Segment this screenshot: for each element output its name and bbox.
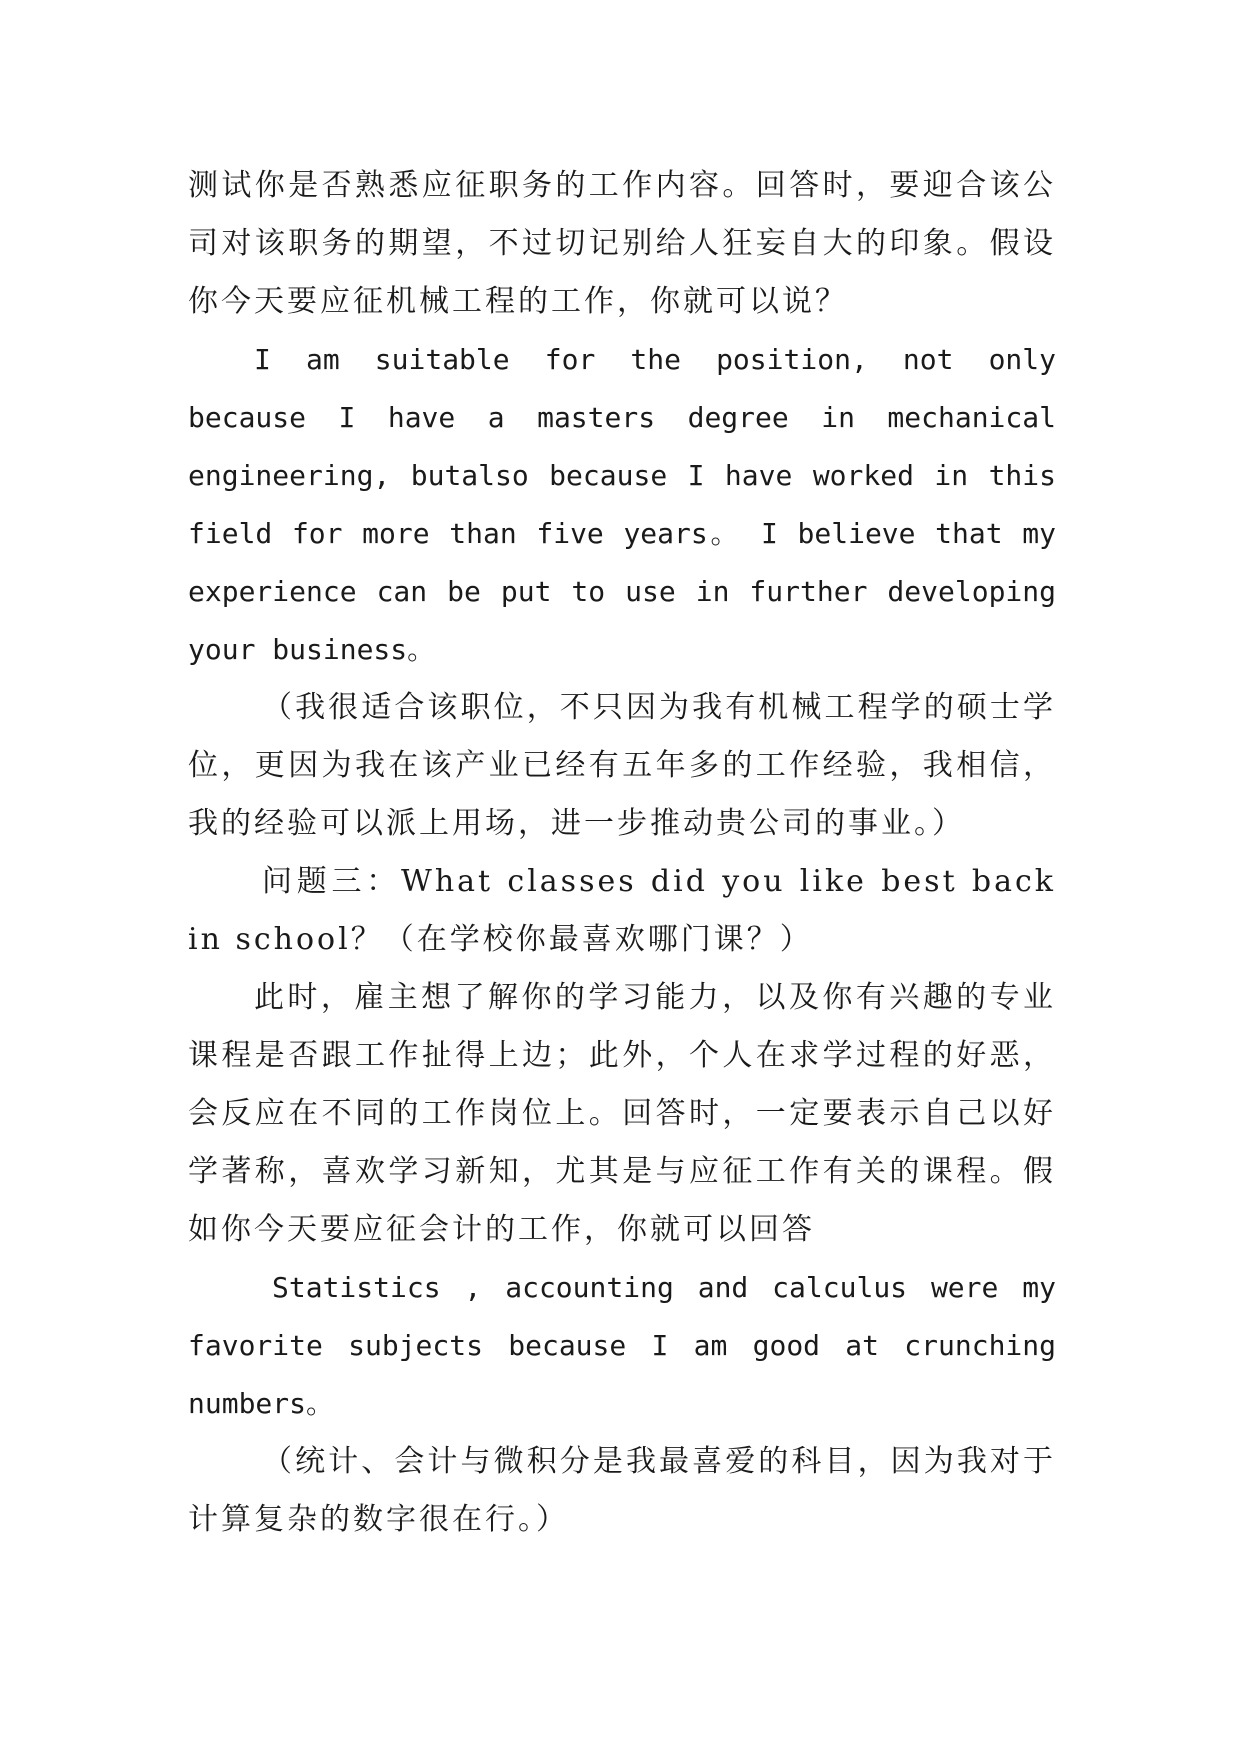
paragraph-study-ability-advice: 此时，雇主想了解你的学习能力，以及你有兴趣的专业课程是否跟工作扯得上边；此外，个人在求学过程的好恶，会反应在不同的工作岗位上。回答时，一定要表示自己以好学著称，喜欢学习新知，尤其是与应征工作有关的课程。假如你今天要应征会计的工作，你就可以回答 <box>188 980 1056 1247</box>
question-three-heading: 问题三：What classes did you like best back in school？（在学校你最喜欢哪门课？） <box>188 864 1056 957</box>
paragraph-chinese-translation-accounting: （统计、会计与微积分是我最喜爱的科目，因为我对于计算复杂的数字很在行。） <box>188 1444 1056 1537</box>
paragraph-english-answer-accounting: Statistics , accounting and calculus were my favorite subjects because I am good at crunching numbers。 <box>188 1271 1056 1420</box>
paragraph-chinese-translation-engineering: （我很适合该职位，不只因为我有机械工程学的硕士学位，更因为我在该产业已经有五年多的工作经验，我相信，我的经验可以派上用场，进一步推动贵公司的事业。） <box>188 690 1056 841</box>
paragraph-job-knowledge-advice: 测试你是否熟悉应征职务的工作内容。回答时，要迎合该公司对该职务的期望，不过切记别给人狂妄自大的印象。假设你今天要应征机械工程的工作，你就可以说？ <box>188 168 1056 319</box>
document-body <box>188 157 1056 1549</box>
paragraph-english-answer-engineering: I am suitable for the position, not only because I have a masters degree in mechanical engineering, butalso because I have worked in this field for more than five years。 I believe that my experience can be put to use in further developing your business。 <box>188 343 1056 666</box>
